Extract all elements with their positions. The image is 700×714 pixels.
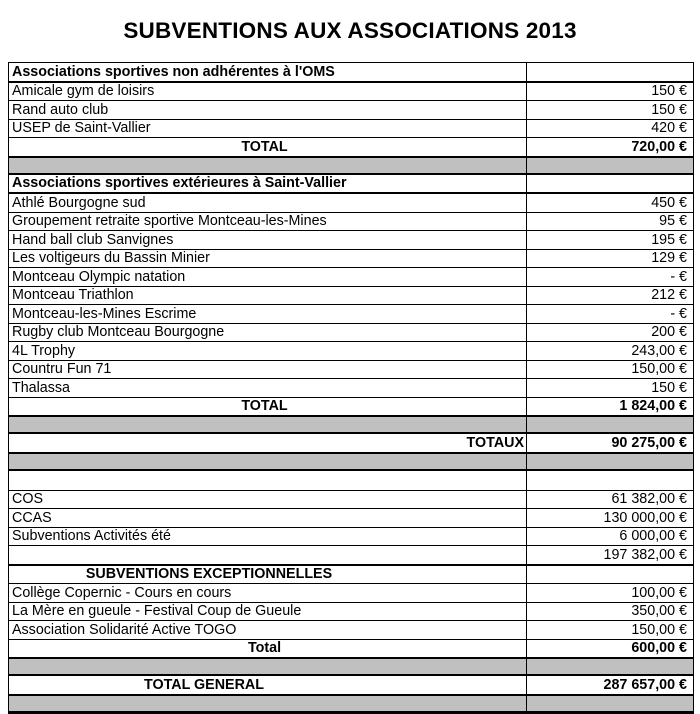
association-name: La Mère en gueule - Festival Coup de Gueule: [9, 602, 527, 621]
empty-cell: [9, 546, 527, 565]
section-heading: Associations sportives extérieures à Saint-Vallier: [9, 174, 527, 194]
table-row: [9, 119, 694, 138]
association-name: Countru Fun 71: [9, 360, 527, 379]
separator-cell: [9, 157, 527, 174]
table-row: [9, 379, 694, 398]
association-name: Rand auto club: [9, 101, 527, 120]
table-row: [9, 509, 694, 528]
association-name: CCAS: [9, 509, 527, 528]
empty-cell: [527, 63, 694, 82]
association-name: Montceau Triathlon: [9, 286, 527, 305]
total-label: TOTAL: [9, 397, 527, 416]
amount-cell: 212 €: [527, 286, 694, 305]
table-row: [9, 286, 694, 305]
association-name: Subventions Activités été: [9, 527, 527, 546]
subtotal-row: [9, 546, 694, 565]
total-label: TOTAL: [9, 138, 527, 157]
separator-cell: [9, 658, 527, 675]
amount-cell: 243,00 €: [527, 342, 694, 361]
association-name: Association Solidarité Active TOGO: [9, 621, 527, 640]
table-row: [9, 212, 694, 231]
amount-cell: 450 €: [527, 193, 694, 212]
table-row: [9, 621, 694, 640]
subsidies-table: [8, 62, 694, 714]
association-name: Thalassa: [9, 379, 527, 398]
association-name: 4L Trophy: [9, 342, 527, 361]
amount-cell: 420 €: [527, 119, 694, 138]
amount-cell: 350,00 €: [527, 602, 694, 621]
association-name: Montceau Olympic natation: [9, 268, 527, 287]
amount-cell: 61 382,00 €: [527, 490, 694, 509]
separator-cell: [9, 416, 527, 433]
association-name: Hand ball club Sanvignes: [9, 231, 527, 250]
table-row: [9, 101, 694, 120]
section-heading-row: [9, 565, 694, 584]
amount-cell: 150 €: [527, 379, 694, 398]
total-label: Total: [9, 639, 527, 658]
empty-cell: [527, 565, 694, 584]
empty-cell: [9, 470, 527, 491]
amount-cell: 195 €: [527, 231, 694, 250]
amount-cell: 200 €: [527, 323, 694, 342]
table-row: [9, 342, 694, 361]
amount-cell: 150 €: [527, 101, 694, 120]
separator-row: [9, 695, 694, 713]
section-heading-row: [9, 174, 694, 194]
separator-row: [9, 416, 694, 433]
association-name: COS: [9, 490, 527, 509]
grand-total-amount: 287 657,00 €: [527, 675, 694, 695]
association-name: Amicale gym de loisirs: [9, 82, 527, 101]
table-row: [9, 193, 694, 212]
total-row: [9, 639, 694, 658]
association-name: USEP de Saint-Vallier: [9, 119, 527, 138]
amount-cell: 95 €: [527, 212, 694, 231]
amount-cell: 130 000,00 €: [527, 509, 694, 528]
section-heading: Associations sportives non adhérentes à l'OMS: [9, 63, 527, 82]
amount-cell: 150 €: [527, 82, 694, 101]
empty-cell: [527, 470, 694, 491]
page-title: SUBVENTIONS AUX ASSOCIATIONS 2013: [123, 18, 577, 43]
total-amount: 1 824,00 €: [527, 397, 694, 416]
empty-cell: [527, 174, 694, 194]
amount-cell: 129 €: [527, 249, 694, 268]
separator-cell: [527, 157, 694, 174]
table-row: [9, 268, 694, 287]
blank-row: [9, 470, 694, 491]
total-amount: 600,00 €: [527, 639, 694, 658]
table-row: [9, 527, 694, 546]
total-row: [9, 138, 694, 157]
section-heading: SUBVENTIONS EXCEPTIONNELLES: [9, 565, 527, 584]
separator-cell: [527, 658, 694, 675]
association-name: Montceau-les-Mines Escrime: [9, 305, 527, 324]
association-name: Les voltigeurs du Bassin Minier: [9, 249, 527, 268]
totaux-amount: 90 275,00 €: [527, 433, 694, 453]
association-name: Collège Copernic - Cours en cours: [9, 584, 527, 603]
amount-cell: - €: [527, 305, 694, 324]
separator-row: [9, 157, 694, 174]
separator-cell: [9, 695, 527, 713]
totaux-label: TOTAUX: [9, 433, 527, 453]
subtotal-amount: 197 382,00 €: [527, 546, 694, 565]
total-row: [9, 397, 694, 416]
table-row: [9, 249, 694, 268]
total-amount: 720,00 €: [527, 138, 694, 157]
table-row: [9, 602, 694, 621]
amount-cell: 100,00 €: [527, 584, 694, 603]
table-row: [9, 584, 694, 603]
association-name: Athlé Bourgogne sud: [9, 193, 527, 212]
separator-row: [9, 658, 694, 675]
amount-cell: - €: [527, 268, 694, 287]
grand-total-label: TOTAL GENERAL: [9, 675, 527, 695]
table-row: [9, 305, 694, 324]
table-row: [9, 360, 694, 379]
table-row: [9, 231, 694, 250]
association-name: Rugby club Montceau Bourgogne: [9, 323, 527, 342]
table-row: [9, 82, 694, 101]
association-name: Groupement retraite sportive Montceau-les-Mines: [9, 212, 527, 231]
table-row: [9, 490, 694, 509]
separator-cell: [527, 695, 694, 713]
separator-row: [9, 453, 694, 470]
separator-cell: [527, 453, 694, 470]
section-heading-row: [9, 63, 694, 82]
separator-cell: [9, 453, 527, 470]
table-row: [9, 323, 694, 342]
grand-total-row: [9, 675, 694, 695]
amount-cell: 6 000,00 €: [527, 527, 694, 546]
separator-cell: [527, 416, 694, 433]
totaux-row: [9, 433, 694, 453]
amount-cell: 150,00 €: [527, 621, 694, 640]
amount-cell: 150,00 €: [527, 360, 694, 379]
